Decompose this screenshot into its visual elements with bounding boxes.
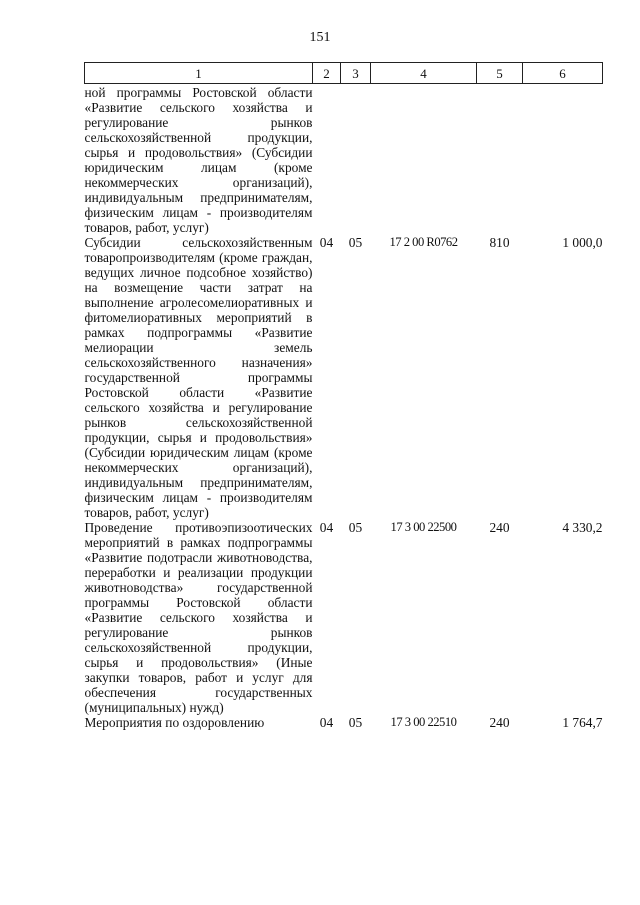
header-col-5: 5 bbox=[477, 63, 523, 84]
table-row bbox=[85, 84, 603, 236]
page-number: 151 bbox=[309, 30, 331, 45]
row-target-code: 17 3 00 22510 bbox=[390, 715, 457, 729]
row-section: 04 bbox=[319, 520, 334, 535]
row-target-code bbox=[371, 84, 477, 236]
row-target-code: 17 3 00 22500 bbox=[390, 520, 457, 534]
row-description: Субсидии сельскохозяйственным товаропроизводителям (кроме граждан, ведущих личное подсобное хозяйство) на возмещение части затрат на выполнение агролесомелиоративных и фитомелиоративных мероприятий в рамках подпрограммы «Развитие мелиорации земель сельскохозяйственного назначения» государственной программы Ростовской области «Развитие сельского хозяйства и регулирование рынков сельскохозяйственной продукции, сырья и продовольствия» (Субсидии юридическим лицам (кроме некоммерческих организаций), индивидуальным предпринимателям, физическим лицам - производителям товаров, работ, услуг) bbox=[84, 235, 313, 520]
header-col-6: 6 bbox=[523, 63, 603, 84]
row-expense-type: 240 bbox=[489, 715, 510, 730]
row-subsection: 05 bbox=[348, 235, 363, 250]
row-description: Проведение противоэпизоотических мероприятий в рамках подпрограммы «Развитие подотрасли животноводства, переработки и реализации продукции животноводства» государственной программы Ростовской области «Развитие сельского хозяйства и регулирование рынков сельскохозяйственной продукции, сырья и продовольствия» (Иные закупки товаров, работ и услуг для обеспечения государственных (муниципальных) нужд) bbox=[84, 520, 313, 715]
row-description: Мероприятия по оздоровлению bbox=[84, 715, 265, 730]
table-row bbox=[85, 235, 603, 520]
row-expense-type: 240 bbox=[489, 520, 510, 535]
row-amount: 1 764,7 bbox=[562, 715, 603, 730]
row-amount: 1 000,0 bbox=[562, 235, 603, 250]
header-col-1: 1 bbox=[85, 63, 313, 84]
row-target-code: 17 2 00 R0762 bbox=[389, 235, 458, 249]
table-row bbox=[85, 715, 603, 730]
row-description: ной программы Ростовской области «Развитие сельского хозяйства и регулирование рынков сельскохозяйственной продукции, сырья и продовольствия» (Субсидии юридическим лицам (кроме некоммерческих организаций), индивидуальным предпринимателям, физическим лицам - производителям товаров, работ, услуг) bbox=[84, 85, 313, 235]
table-row bbox=[85, 520, 603, 715]
row-expense-type: 810 bbox=[489, 235, 510, 250]
budget-table bbox=[84, 62, 603, 730]
row-subsection: 05 bbox=[348, 520, 363, 535]
row-amount: 4 330,2 bbox=[562, 520, 603, 535]
row-subsection: 05 bbox=[348, 715, 363, 730]
header-col-2: 2 bbox=[313, 63, 341, 84]
table-header-row bbox=[85, 63, 603, 84]
row-section: 04 bbox=[319, 235, 334, 250]
row-section: 04 bbox=[319, 715, 334, 730]
header-col-4: 4 bbox=[371, 63, 477, 84]
row-section bbox=[313, 84, 341, 236]
row-amount bbox=[523, 84, 603, 236]
row-expense-type bbox=[477, 84, 523, 236]
header-col-3: 3 bbox=[341, 63, 371, 84]
row-subsection bbox=[341, 84, 371, 236]
